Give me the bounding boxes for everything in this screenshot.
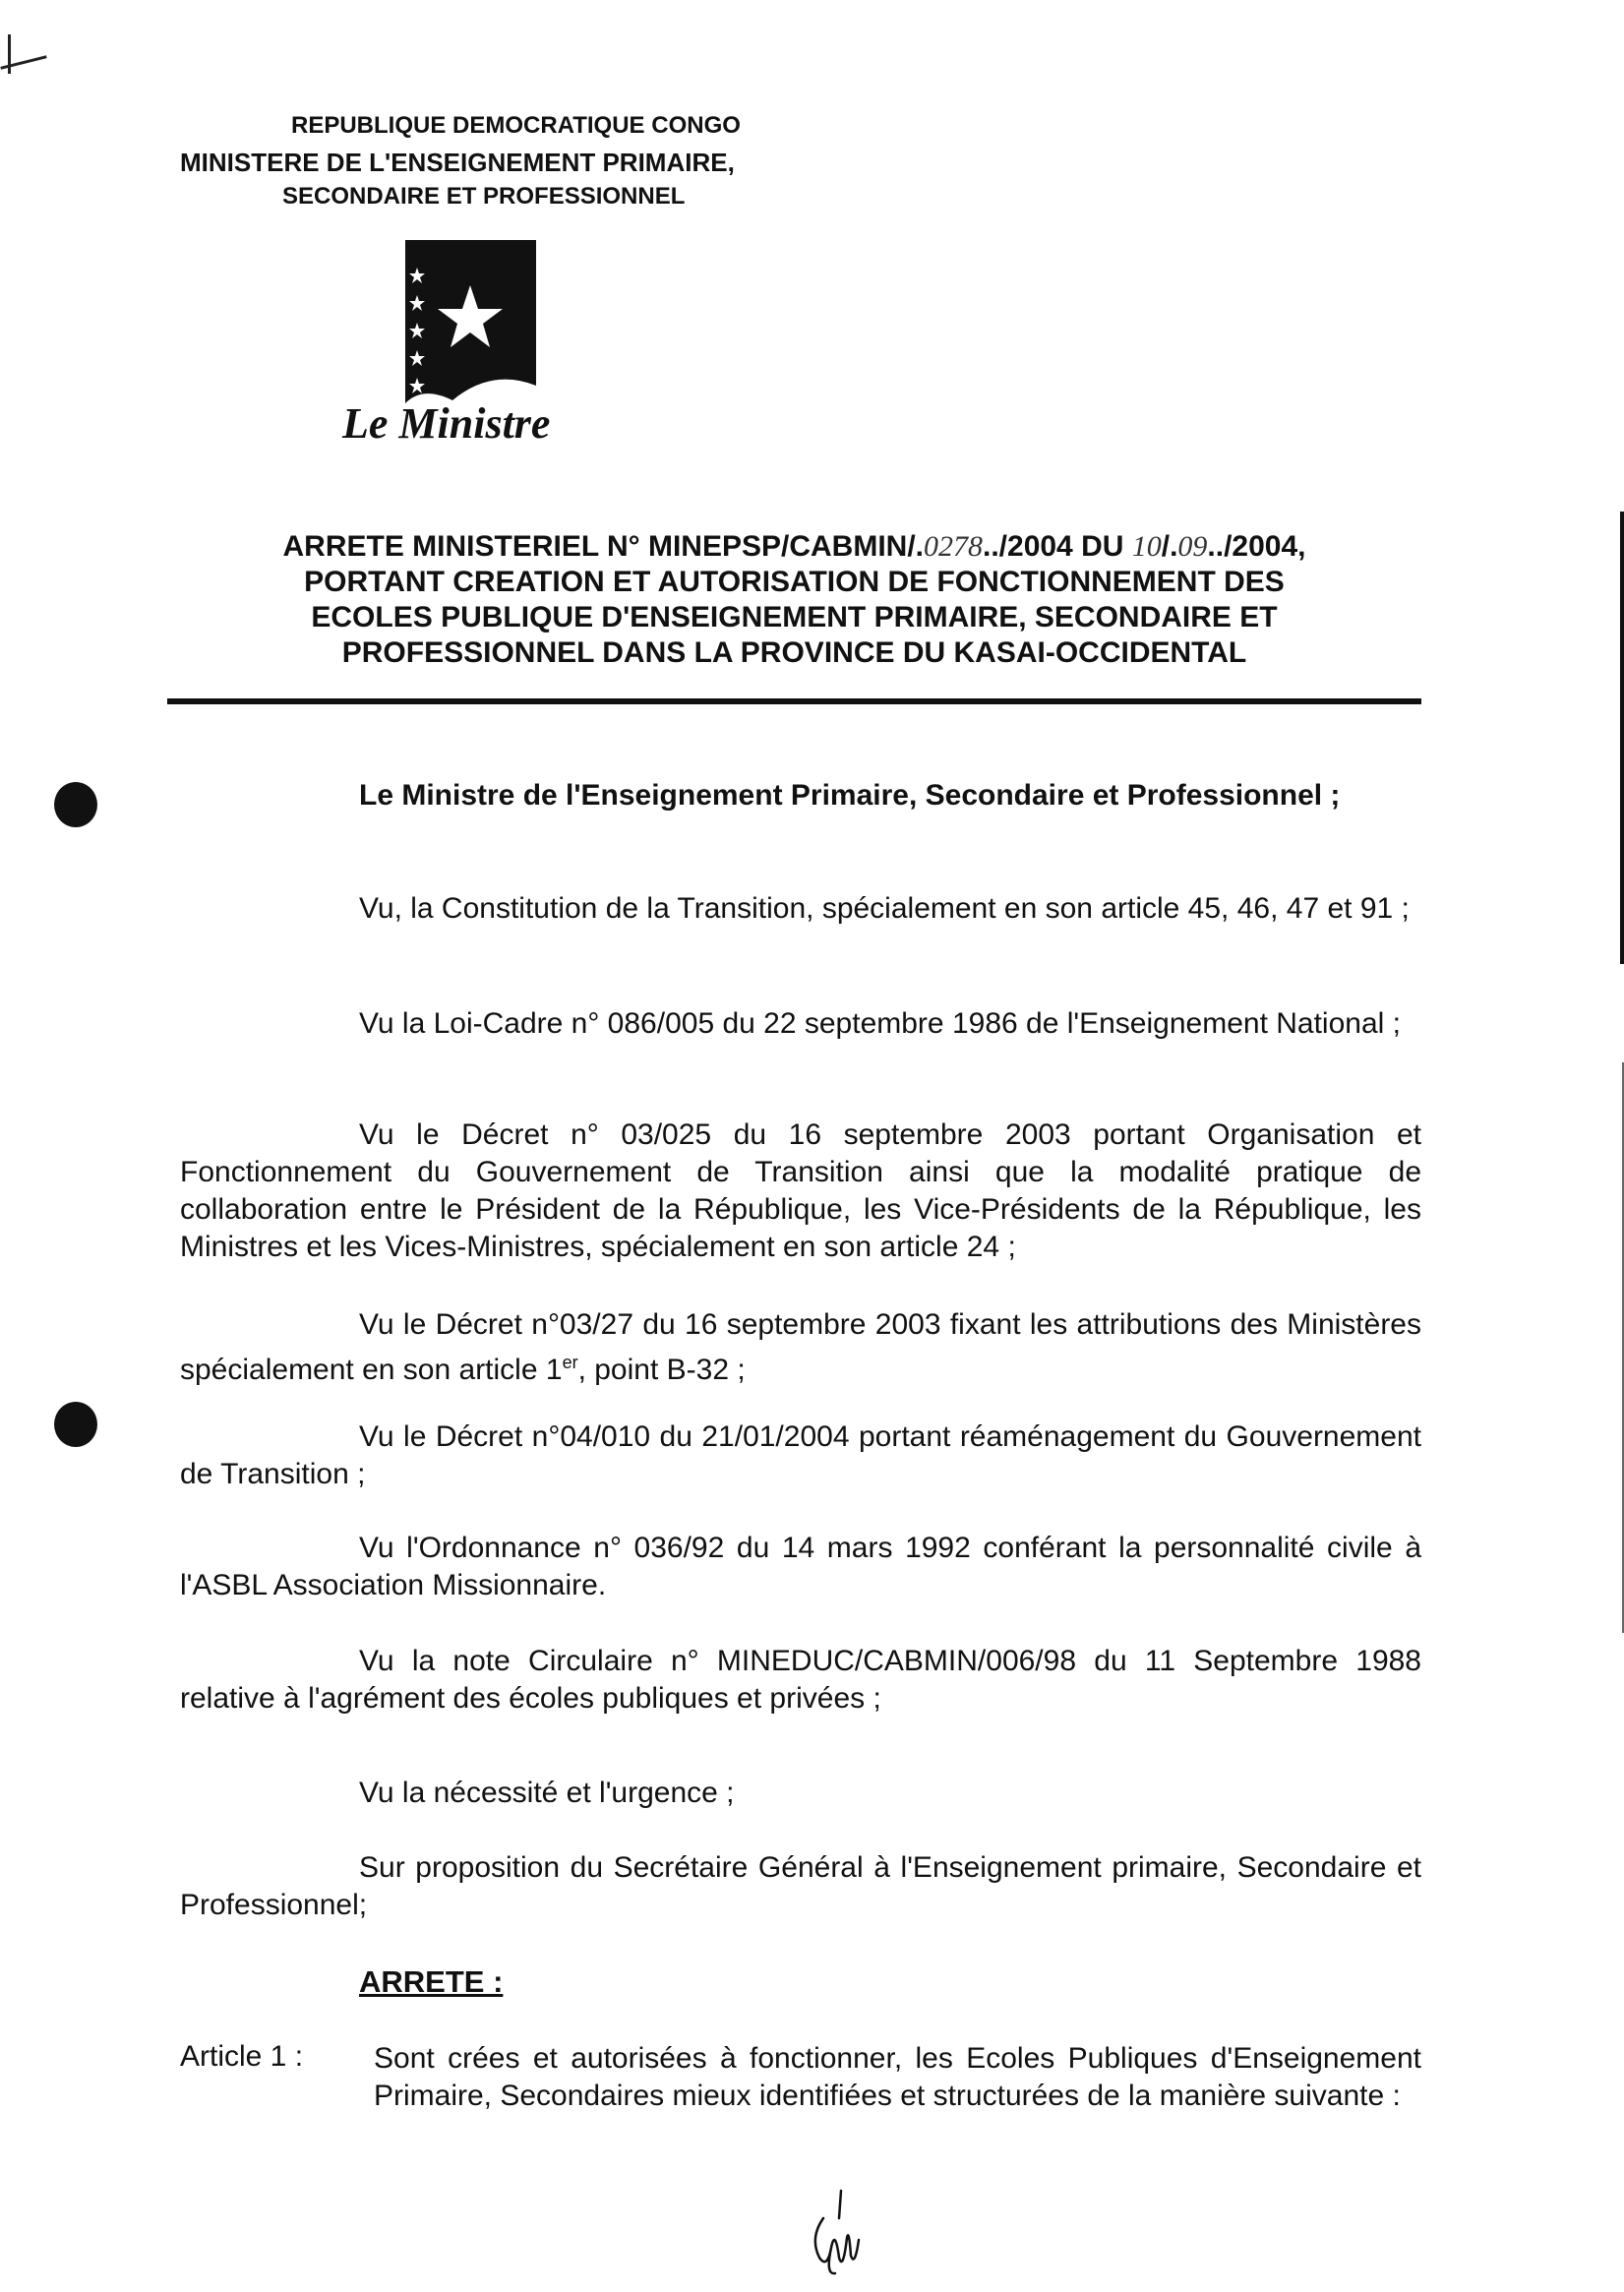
- punch-hole: [54, 1402, 97, 1447]
- whereas-decret-03-27-point: , point B-32 ;: [577, 1354, 746, 1386]
- punch-hole: [54, 782, 97, 827]
- proposition-paragraph: Sur proposition du Secrétaire Général à l'Enseignement primaire, Secondaire et Professionnel;: [180, 1851, 1421, 1921]
- whereas-circulaire: Vu la note Circulaire n° MINEDUC/CABMIN/006/98 du 11 Septembre 1988 relative à l'agrément des écoles publiques et privées ;: [180, 1645, 1421, 1715]
- initials-signature-icon: [802, 2189, 871, 2277]
- whereas-necessity: Vu la nécessité et l'urgence ;: [359, 1777, 735, 1809]
- minister-title: Le Ministre: [342, 399, 551, 448]
- whereas-decret-03-025: Vu le Décret n° 03/025 du 16 septembre 2003 portant Organisation et Fonctionnement du Gouvernement de Transition ainsi que la modalité pratique de collaboration entre le Président de la République, les Vice-Présidents de la République, les Ministres et les Vices-Ministres, spécialement en son article 24 ;: [180, 1118, 1421, 1263]
- flag-star-emblem-icon: [393, 238, 541, 405]
- handwritten-date-day: 10: [1131, 530, 1162, 563]
- title-divider: [167, 698, 1421, 704]
- whereas-constitution: Vu, la Constitution de la Transition, spécialement en son article 45, 46, 47 et 91 ;: [359, 892, 1410, 925]
- intro-paragraph: Le Ministre de l'Enseignement Primaire, Secondaire et Professionnel ;: [359, 779, 1341, 812]
- decree-title-line-3: ECOLES PUBLIQUE D'ENSEIGNEMENT PRIMAIRE, SECONDAIRE ET: [311, 601, 1278, 633]
- arrete-heading: ARRETE :: [359, 1964, 504, 1999]
- decree-mid: ../2004 DU: [983, 530, 1132, 563]
- article-1-label: Article 1 :: [180, 2040, 304, 2073]
- handwritten-date-month: 09: [1177, 530, 1208, 563]
- republic-name: REPUBLIQUE DEMOCRATIQUE CONGO: [291, 112, 741, 139]
- date-separator: /.: [1161, 530, 1178, 563]
- whereas-decret-03-27: [180, 1306, 1421, 1389]
- article-1-text: Sont crées et autorisées à fonctionner, les Ecoles Publiques d'Enseignement Primaire, Secondaires mieux identifiées et structurées de la manière suivante :: [374, 2042, 1421, 2112]
- scan-edge-line: [1620, 512, 1624, 964]
- decree-title: [167, 529, 1421, 671]
- handwritten-decree-number: 0278: [924, 530, 983, 563]
- whereas-loi-cadre: Vu la Loi-Cadre n° 086/005 du 22 septembre 1986 de l'Enseignement National ;: [359, 1007, 1401, 1040]
- scan-corner-mark: [8, 34, 11, 74]
- superscript-er: er: [562, 1353, 578, 1372]
- decree-title-line-4: PROFESSIONNEL DANS LA PROVINCE DU KASAI-OCCIDENTAL: [341, 636, 1247, 669]
- whereas-decret-03-27-text: Vu le Décret n°03/27 du 16 septembre 2003 fixant les attributions des Ministères spécialement en son article 1: [180, 1308, 1421, 1386]
- whereas-ordonnance: Vu l'Ordonnance n° 036/92 du 14 mars 1992 conférant la personnalité civile à l'ASBL Association Missionnaire.: [180, 1532, 1421, 1601]
- ministry-line-2: SECONDAIRE ET PROFESSIONNEL: [282, 183, 686, 210]
- ministry-line-1: MINISTERE DE L'ENSEIGNEMENT PRIMAIRE,: [180, 148, 735, 177]
- decree-title-line-2: PORTANT CREATION ET AUTORISATION DE FONCTIONNEMENT DES: [304, 566, 1285, 598]
- whereas-decret-04-010: Vu le Décret n°04/010 du 21/01/2004 portant réaménagement du Gouvernement de Transition ;: [180, 1420, 1421, 1490]
- decree-suffix: ../2004,: [1207, 530, 1306, 563]
- decree-reference-line: [167, 529, 1421, 565]
- decree-prefix: ARRETE MINISTERIEL N° MINEPSP/CABMIN/.: [282, 530, 924, 563]
